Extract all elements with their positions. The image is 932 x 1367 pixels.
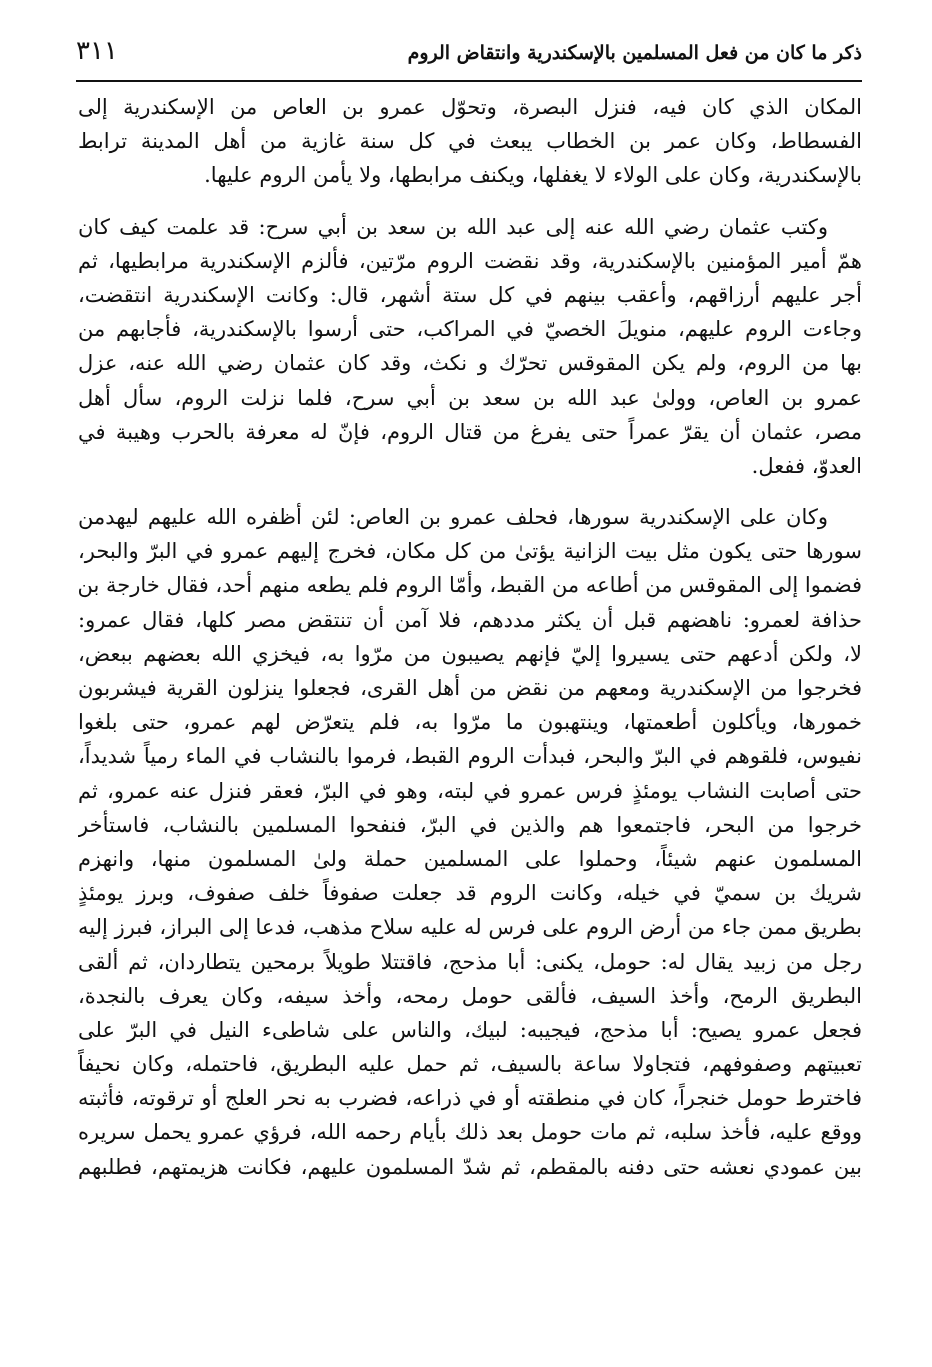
text-line: بها من الروم، ولم يكن المقوقس تحرّك و نكث، وقد كان عثمان رضي الله عنه، عزل [78,351,862,376]
text-line: بالإسكندرية، وكان على الولاء لا يغفلها، ويكنف مرابطها، ولا يأمن الروم عليها. [204,163,862,188]
text-line: أجر عليهم أرزاقهم، وأعقب بينهم في كل ستة أشهر، قال: وكانت الإسكندرية انتقضت، [78,282,862,307]
text-line: المسلمون عنهم شيئاً، وحملوا على المسلمين حملة ولىٰ المسلمون منها، وانهزم [78,846,862,871]
paragraph-gap [78,193,862,210]
text-line: رجل من زبيد يقال له: حومل، يكنى: أبا مذحج، فاقتتلا طويلاً برمحين يتطاردان، ثم ألقى [78,949,862,974]
text-line: نفيوس، فلقوهم في البرّ والبحر، فبدأت الروم القبط، فرموا بالنشاب في الماء رمياً شديداً، [78,744,862,769]
text-line: خرجوا من البحر، فاجتمعوا هم والذين في البرّ، فنفحوا المسلمين بالنشاب، فاستأخر [78,812,862,837]
text-line: فجعل عمرو يصيح: أبا مذحج، فيجيبه: لبيك، والناس على شاطىء النيل في البرّ على [78,1017,862,1042]
paragraph-2 [78,210,862,484]
text-line: مصر، عثمان أن يقرّ عمراً حتى يفرغ من قتال الروم، فإنّ له معرفة بالحرب وهيبة في [78,419,862,444]
text-line: وجاءت الروم عليهم، منويلَ الخصيّ في المراكب، حتى أرسوا بالإسكندرية، فأجابهم من [78,317,862,342]
page-header [76,36,862,76]
body-text [78,90,862,1184]
text-line: الفسطاط، وكان عمر بن الخطاب يبعث في كل سنة غازية من أهل المدينة ترابط [78,129,862,154]
text-line: عمرو بن العاص، وولىٰ عبد الله بن سعد بن أبي سرح، فلما نزلت الروم، سأل أهل [78,385,862,410]
text-line: البطريق الرمح، وأخذ السيف، فألقى حومل رمحه، وأخذ سيفه، وكان يعرف بالنجدة، [78,983,862,1008]
running-title: ذكر ما كان من فعل المسلمين بالإسكندرية وانتقاض الروم [407,42,862,64]
text-line: فضموا إلى المقوقس من أطاعه من القبط، وأمّا الروم فلم يطعه منهم أحد، فقال خارجة بن [78,573,862,598]
text-line: بين عمودي نعشه حتى دفنه بالمقطم، ثم شدّ المسلمون عليهم، فكانت هزيمتهم، فطلبهم [78,1154,862,1179]
text-line: فاخترط حومل خنجراً، كان في منطقته أو في ذراعه، فضرب به نحر العلج أو ترقوته، فأثبته [78,1086,862,1111]
text-line: همّ أمير المؤمنين بالإسكندرية، وقد نقضت الروم مرّتين، فألزم الإسكندرية مرابطيها، ثم [78,248,862,273]
text-line: لا، ولكن أدعهم حتى يسيروا إليّ فإنهم يصيبون من مرّوا به، فيخزي الله بعضهم ببعض، [78,641,862,666]
text-line: ووقع عليه، فأخذ سلبه، ثم مات حومل بعد ذلك بأيام رحمه الله، فرؤي عمرو يحمل سريره [78,1120,862,1145]
paragraph-3 [78,500,862,1184]
text-line: العدوّ، ففعل. [751,453,862,478]
page-number: ٣١١ [76,36,118,66]
text-line: خمورها، ويأكلون أطعمتها، وينتهبون ما مرّوا به، فلم يتعرّض لهم عمرو، حتى بلغوا [78,710,862,735]
text-line: حتى أصابت النشاب يومئذٍ فرس عمرو في لبته، وهو في البرّ، فعقر فنزل عنه عمرو، ثم [78,778,862,803]
header-rule [76,80,862,82]
text-line: تعبيتهم وصفوفهم، فتجاولا ساعة بالسيف، ثم حمل عليه البطريق، فاحتمله، وكان نحيفاً [78,1052,862,1077]
text-line: وكان على الإسكندرية سورها، فحلف عمرو بن العاص: لئن أظفره الله عليهم ليهدمن [78,505,828,530]
text-line: وكتب عثمان رضي الله عنه إلى عبد الله بن سعد بن أبي سرح: قد علمت كيف كان [78,214,828,239]
paragraph-gap [78,483,862,500]
text-line: حذافة لعمرو: ناهضهم قبل أن يكثر مددهم، فلا آمن أن تنتقض مصر كلها، فقال عمرو: [78,607,862,632]
text-line: المكان الذي كان فيه، فنزل البصرة، وتحوّل عمرو بن العاص من الإسكندرية إلى [78,95,862,119]
text-line: فخرجوا من الإسكندرية ومعهم من نقض من أهل القرى، فجعلوا ينزلون القرية فيشربون [78,676,862,700]
text-line: سورها حتى يكون مثل بيت الزانية يؤتىٰ من كل مكان، فخرج إليهم عمرو في البرّ والبحر، [78,539,862,564]
text-line: بطريق ممن جاء من أرض الروم على فرس له عليه سلاح مذهب، فدعا إلى البراز، فبرز إليه [78,915,862,940]
text-line: شريك بن سميّ في خيله، وكانت الروم قد جعلت صفوفاً خلف صفوف، وبرز يومئذٍ [78,881,862,906]
paragraph-1 [78,90,862,193]
